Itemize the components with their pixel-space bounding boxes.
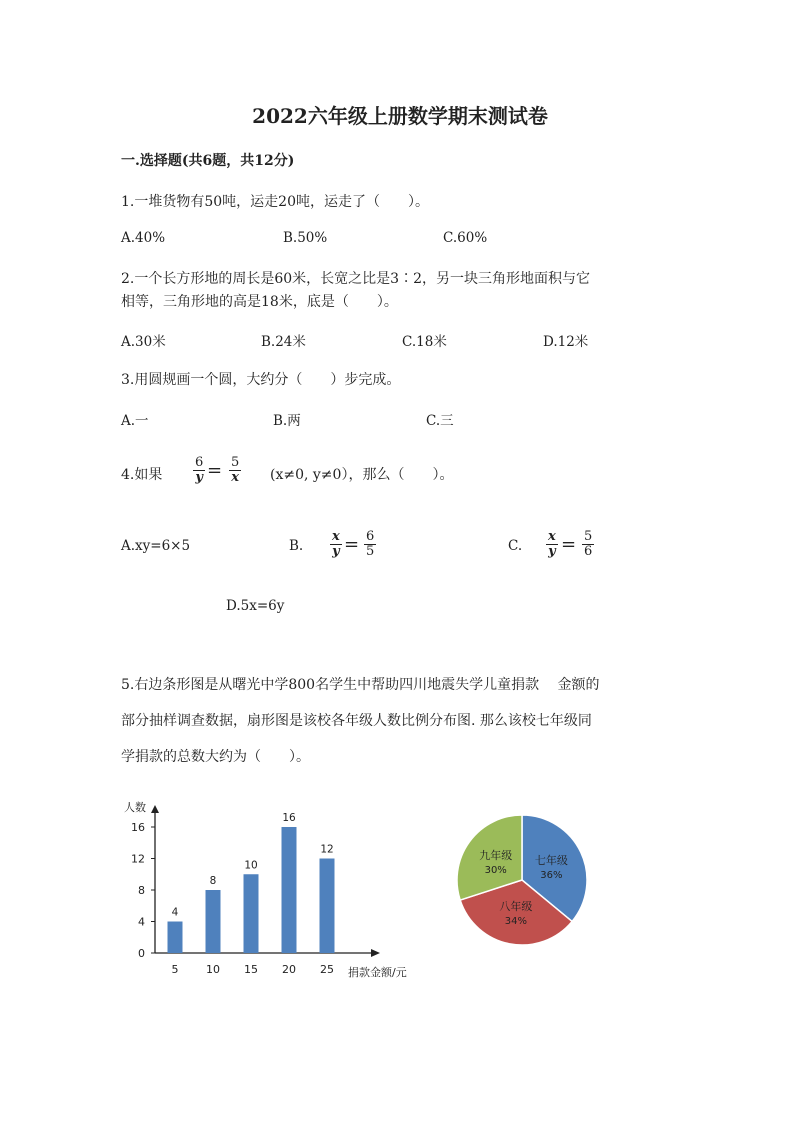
bar-value-label: 12 — [320, 843, 334, 856]
question-4-condition: (x≠0, y≠0），那么（ ）。 — [270, 467, 454, 483]
question-2-line1: 2.一个长方形地的周长是60米，长宽之比是3∶2，另一块三角形地面积与它 — [121, 271, 590, 287]
q4-fraction-6-over-y: $\frac{6}{y}$ — [195, 455, 204, 485]
y-tick-label: 8 — [138, 884, 145, 897]
bar — [244, 874, 259, 953]
q1-option-a[interactable]: A.40% — [121, 230, 166, 246]
x-tick-label: 10 — [206, 963, 220, 976]
q4-b-fraction-x-over-y: $\frac{x}{y}$ — [332, 529, 340, 559]
y-axis-arrow — [151, 805, 159, 813]
y-tick-label: 4 — [138, 915, 145, 929]
y-axis-label: 人数 — [124, 801, 146, 814]
pie-slice-percent: 36% — [540, 870, 563, 882]
question-2-line2: 相等，三角形地的高是18米，底是（ ）。 — [121, 294, 398, 310]
y-tick-label: 0 — [138, 947, 145, 960]
question-1: 1.一堆货物有50吨，运走20吨，运走了（ ）。 — [121, 194, 429, 210]
question-3: 3.用圆规画一个圆，大约分（ ）步完成。 — [121, 372, 401, 388]
bar-value-label: 4 — [171, 906, 179, 919]
bar — [282, 827, 297, 953]
page-title: 2022六年级上册数学期末测试卷 — [252, 104, 548, 128]
y-tick-label: 16 — [131, 821, 145, 834]
question-5-line3: 学捐款的总数大约为（ ）。 — [121, 749, 310, 765]
pie-slice-percent: 30% — [484, 864, 507, 876]
q4-option-d[interactable]: D.5x=6y — [226, 598, 285, 614]
q2-option-b[interactable]: B.24米 — [261, 334, 306, 350]
equals-sign: = — [561, 534, 577, 555]
pie-slice-label: 九年级 — [479, 848, 513, 862]
pie-slice-percent: 34% — [504, 915, 528, 927]
section-heading: 一.选择题(共6题，共12分) — [121, 153, 295, 169]
x-axis-label: 捐款金额/元 — [348, 966, 407, 979]
q3-option-b[interactable]: B.两 — [273, 413, 301, 429]
bar — [168, 922, 183, 954]
question-5-line2: 部分抽样调查数据，扇形图是该校各年级人数比例分布图. 那么该校七年级同 — [121, 713, 592, 729]
equals-sign: = — [207, 460, 223, 481]
x-tick-label: 25 — [320, 963, 334, 976]
q1-option-b[interactable]: B.50% — [283, 230, 328, 246]
q3-option-c[interactable]: C.三 — [426, 413, 454, 429]
pie-slice-label: 八年级 — [499, 899, 533, 913]
equals-sign: = — [344, 534, 360, 555]
x-axis-arrow — [371, 949, 380, 957]
q2-option-a[interactable]: A.30米 — [121, 334, 166, 350]
pie-chart — [450, 810, 600, 950]
bar-value-label: 8 — [209, 875, 217, 887]
q4-c-fraction-5-over-6: $\frac{5}{6}$ — [584, 529, 593, 559]
question-4-prefix: 4.如果 — [121, 467, 163, 483]
bar-value-label: 10 — [244, 859, 258, 872]
bar — [320, 859, 335, 954]
y-tick-label: 12 — [131, 852, 145, 866]
bar-chart — [110, 795, 440, 995]
q2-option-c[interactable]: C.18米 — [402, 334, 447, 350]
q4-b-fraction-6-over-5: $\frac{6}{5}$ — [366, 529, 375, 559]
pie-slice-label: 七年级 — [534, 854, 568, 868]
question-5-line1: 5.右边条形图是从曙光中学800名学生中帮助四川地震失学儿童捐款 金额的 — [121, 677, 600, 693]
bar — [206, 890, 221, 953]
x-tick-label: 20 — [282, 963, 296, 976]
x-tick-label: 15 — [244, 963, 258, 976]
q1-option-c[interactable]: C.60% — [443, 230, 488, 246]
bar-value-label: 16 — [282, 812, 296, 824]
q4-fraction-5-over-x: $\frac{5}{x}$ — [231, 455, 240, 485]
x-tick-label: 5 — [171, 963, 179, 976]
q4-option-a[interactable]: A.xy=6×5 — [121, 538, 191, 554]
q2-option-d[interactable]: D.12米 — [543, 334, 589, 350]
q3-option-a[interactable]: A.一 — [121, 413, 149, 429]
q4-c-fraction-x-over-y: $\frac{x}{y}$ — [548, 529, 556, 559]
